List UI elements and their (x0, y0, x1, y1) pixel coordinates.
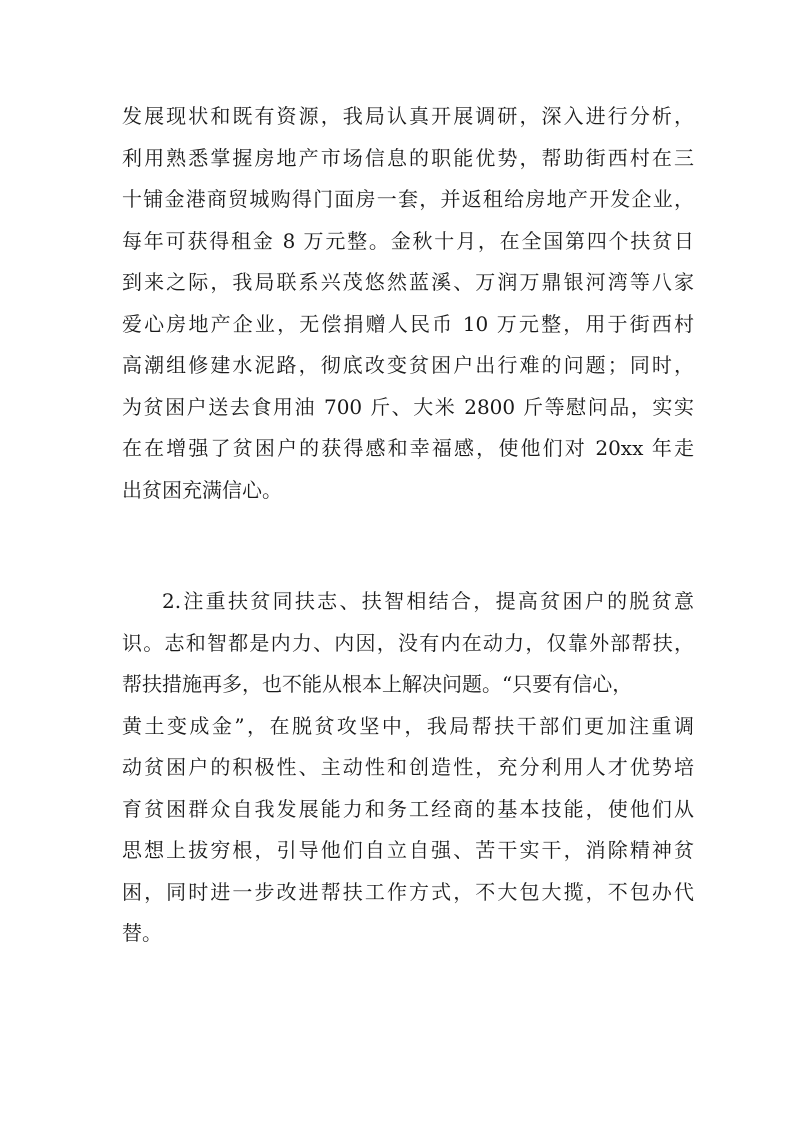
text-line: 识。志和智都是内力、内因，没有内在动力，仅靠外部帮扶， (122, 630, 694, 655)
text-line: 育贫困群众自我发展能力和务工经商的基本技能，使他们从 (122, 796, 694, 821)
text-line: 利用熟悉掌握房地产市场信息的职能优势，帮助街西村在三 (122, 145, 694, 170)
text-line: 到来之际，我局联系兴茂悠然蓝溪、万润万鼎银河湾等八家 (122, 270, 694, 294)
text-line: 十铺金港商贸城购得门面房一套，并返租给房地产开发企业， (122, 187, 694, 211)
text-line: 在在增强了贫困户的获得感和幸福感，使他们对 20xx 年走 (122, 436, 694, 460)
text-line-last: 出贫困充满信心。 (122, 477, 282, 502)
paragraph-1 (122, 96, 694, 511)
text-line: 帮扶措施再多，也不能从根本上解决问题。“只要有信心， (122, 672, 633, 696)
text-line: 发展现状和既有资源，我局认真开展调研，深入进行分析， (122, 104, 694, 128)
text-line: 每年可获得租金 8 万元整。金秋十月，在全国第四个扶贫日 (122, 228, 694, 253)
text-line-last: 替。 (122, 921, 162, 945)
text-line: 动贫困户的积极性、主动性和创造性，充分利用人才优势培 (122, 755, 694, 779)
text-line: 思想上拔穷根，引导他们自立自强、苦干实干，消除精神贫 (122, 838, 694, 862)
text-line-first: 2.注重扶贫同扶志、扶智相结合，提高贫困户的脱贫意 (162, 589, 694, 613)
text-line: 黄土变成金”，在脱贫攻坚中，我局帮扶干部们更加注重调 (122, 713, 694, 738)
text-line: 困，同时进一步改进帮扶工作方式，不大包大揽，不包办代 (122, 879, 694, 904)
text-line: 高潮组修建水泥路，彻底改变贫困户出行难的问题；同时， (122, 353, 694, 377)
paragraph-2 (122, 581, 694, 955)
text-line: 爱心房地产企业，无偿捐赠人民币 10 万元整，用于街西村 (122, 311, 694, 336)
text-line: 为贫困户送去食用油 700 斤、大米 2800 斤等慰问品，实实 (122, 394, 694, 419)
